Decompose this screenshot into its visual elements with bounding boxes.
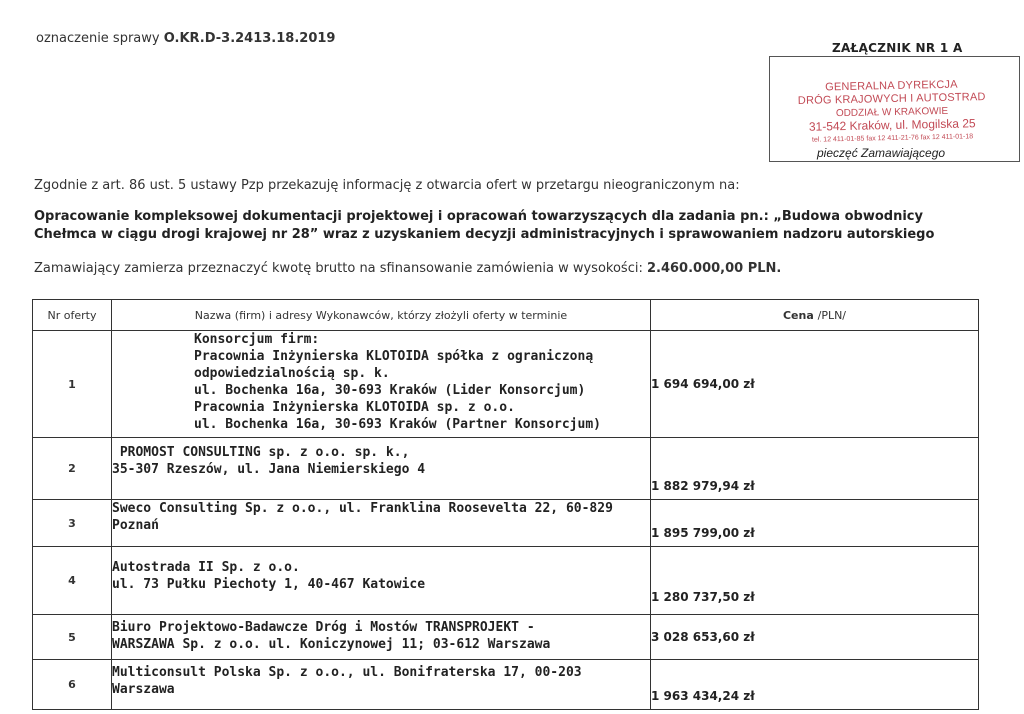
subject-line-1: Opracowanie kompleksowej dokumentacji projektowej i opracowań towarzyszących dla zadania pn.: „Budowa obwodnicy: [34, 209, 923, 224]
contractor-line: Poznań: [112, 518, 159, 533]
offer-number: 3: [33, 500, 112, 547]
table-row: [33, 438, 979, 500]
contractor-line: 35-307 Rzeszów, ul. Jana Niemierskiego 4: [112, 462, 426, 477]
stamp-line-4: 31-542 Kraków, ul. Mogilska 25: [808, 116, 976, 134]
table-row: [33, 660, 979, 710]
table-row: [33, 331, 979, 438]
offer-price: 1 882 979,94 zł: [651, 438, 979, 500]
official-stamp: [785, 78, 998, 147]
annex-title: ZAŁĄCZNIK NR 1 A: [832, 41, 963, 55]
stamp-line-2: DRÓG KRAJOWYCH I AUTOSTRAD: [797, 91, 986, 107]
table-header-row: [33, 300, 979, 331]
budget-text: Zamawiający zamierza przeznaczyć kwotę brutto na sfinansowanie zamówienia w wysokości:: [34, 261, 643, 276]
contractor-name: [112, 438, 651, 500]
contractor-line: Pracownia Inżynierska KLOTOIDA sp. z o.o.: [194, 400, 515, 415]
offer-price: 1 694 694,00 zł: [651, 331, 979, 438]
contractor-name: [112, 500, 651, 547]
offer-number: 6: [33, 660, 112, 710]
case-prefix: oznaczenie sprawy: [36, 31, 160, 46]
subject-line-2: Chełmca w ciągu drogi krajowej nr 28” wraz z uzyskaniem decyzji administracyjnych i sprawowaniem nadzoru autorskiego: [34, 227, 935, 242]
header-price-unit: /PLN/: [817, 308, 847, 322]
contractor-name: [112, 547, 651, 615]
contractor-name: [112, 615, 651, 660]
offer-price: 1 963 434,24 zł: [651, 660, 979, 710]
contractor-line: Multiconsult Polska Sp. z o.o., ul. Bonifraterska 17, 00-203: [112, 665, 582, 680]
offers-table: [32, 299, 979, 710]
intro-text: Zgodnie z art. 86 ust. 5 ustawy Pzp przekazuję informację z otwarcia ofert w przetargu nieograniczonym na:: [34, 178, 740, 193]
budget-amount: 2.460.000,00 PLN.: [646, 261, 782, 276]
contractor-name: [112, 660, 651, 710]
contractor-line: PROMOST CONSULTING sp. z o.o. sp. k.,: [112, 445, 410, 460]
contractor-line: Pracownia Inżynierska KLOTOIDA spółka z ograniczoną: [194, 349, 594, 364]
contractor-line: Konsorcjum firm:: [194, 332, 320, 347]
contractor-line: WARSZAWA Sp. z o.o. ul. Koniczynowej 11; 03-612 Warszawa: [112, 637, 551, 652]
contractor-line: Biuro Projektowo-Badawcze Dróg i Mostów TRANSPROJEKT -: [112, 620, 535, 635]
case-number: O.KR.D-3.2413.18.2019: [163, 31, 336, 46]
contractor-name: [112, 331, 651, 438]
tender-subject: [34, 208, 1024, 244]
header-price-label: Cena: [782, 308, 814, 322]
stamp-line-5: tel. 12 411-01-85 fax 12 411-21-76 fax 12 411-01-18: [811, 133, 974, 144]
stamp-label: pieczęć Zamawiającego: [817, 146, 946, 160]
table-row: [33, 547, 979, 615]
contractor-line: ul. Bochenka 16a, 30-693 Kraków (Lider Konsorcjum): [194, 383, 586, 398]
offer-number: 4: [33, 547, 112, 615]
contractor-line: Autostrada II Sp. z o.o.: [112, 560, 300, 575]
budget-statement: [34, 261, 781, 276]
table-row: [33, 500, 979, 547]
offer-number: 1: [33, 331, 112, 438]
contractor-line: ul. Bochenka 16a, 30-693 Kraków (Partner Konsorcjum): [194, 417, 601, 432]
offer-number: 5: [33, 615, 112, 660]
offer-price: 1 280 737,50 zł: [651, 547, 979, 615]
stamp-line-1: GENERALNA DYREKCJA: [825, 78, 958, 94]
header-offer-number: Nr oferty: [33, 300, 112, 331]
contractor-line: ul. 73 Pułku Piechoty 1, 40-467 Katowice: [112, 577, 426, 592]
stamp-line-3: ODDZIAŁ W KRAKOWIE: [835, 105, 949, 120]
contractor-line: Sweco Consulting Sp. z o.o., ul. Franklina Roosevelta 22, 60-829: [112, 501, 613, 516]
contractor-line: odpowiedzialnością sp. k.: [194, 366, 390, 381]
offer-price: 1 895 799,00 zł: [651, 500, 979, 547]
case-reference: [36, 31, 335, 46]
offer-price: 3 028 653,60 zł: [651, 615, 979, 660]
contractor-line: Warszawa: [112, 682, 175, 697]
header-contractor-name: Nazwa (firm) i adresy Wykonawców, którzy złożyli oferty w terminie: [112, 300, 651, 331]
table-row: [33, 615, 979, 660]
offer-number: 2: [33, 438, 112, 500]
header-price: [651, 300, 979, 331]
